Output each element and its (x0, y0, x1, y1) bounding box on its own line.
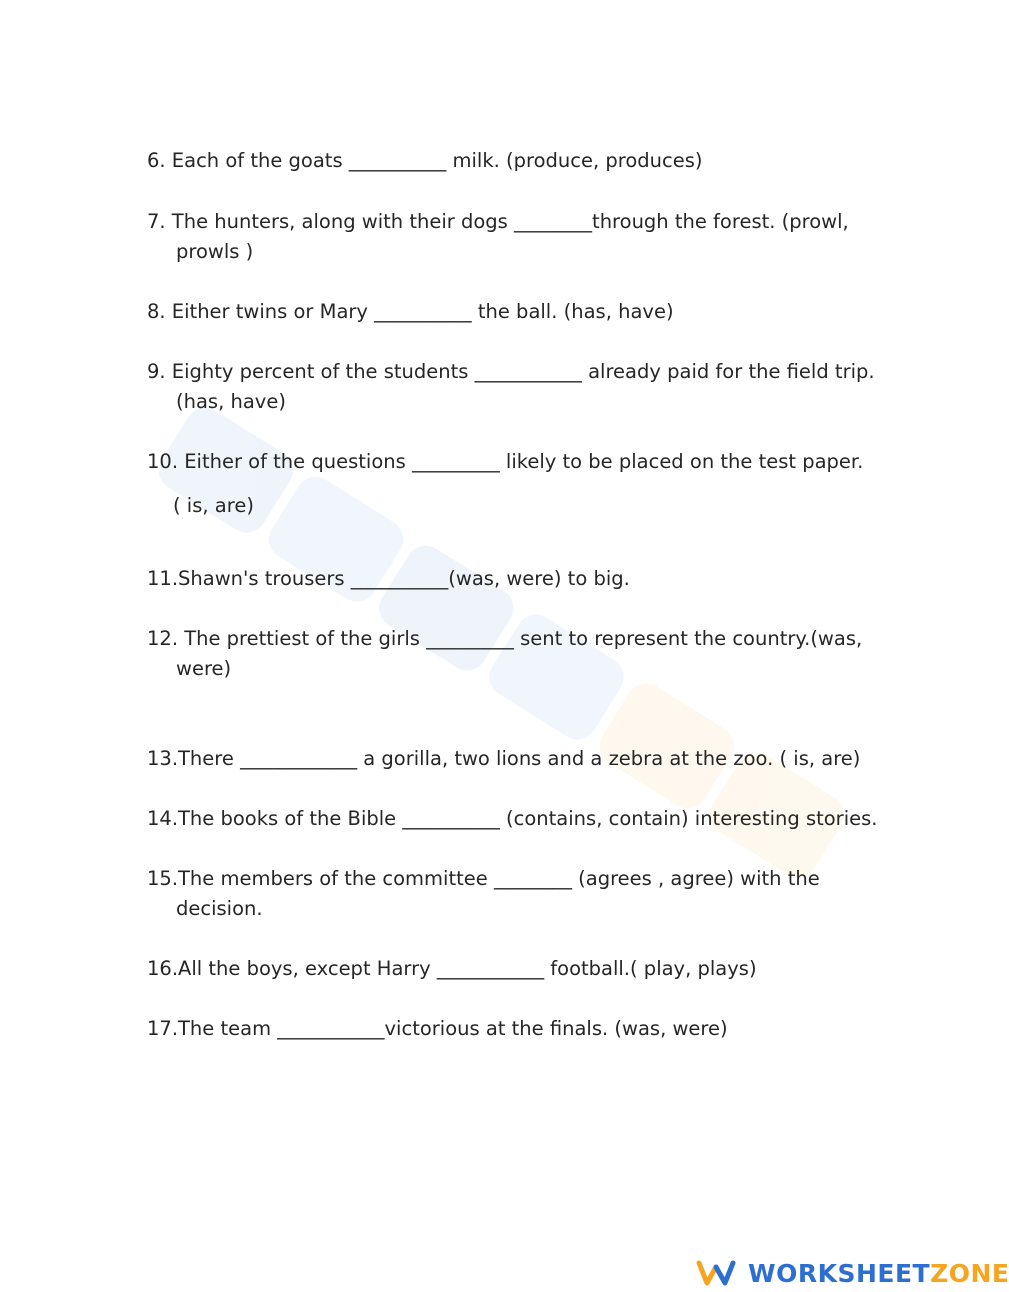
question-line: 6. Each of the goats __________ milk. (produce, produces) (147, 149, 703, 172)
question-line: 14.The books of the Bible __________ (contains, contain) interesting stories. (147, 807, 878, 830)
question-line: 8. Either twins or Mary __________ the ball. (has, have) (147, 300, 674, 323)
question-line: 12. The prettiest of the girls _________ sent to represent the country.(was, (147, 627, 863, 650)
question-line: 16.All the boys, except Harry ___________ football.( play, plays) (147, 957, 757, 980)
question-17 (147, 1014, 728, 1044)
question-7 (147, 207, 849, 267)
question-line: 15.The members of the committee ________ (agrees , agree) with the (147, 867, 820, 890)
question-line: 11.Shawn's trousers __________(was, were) to big. (147, 567, 630, 590)
question-line: 9. Eighty percent of the students ___________ already paid for the field trip. (147, 360, 875, 383)
question-line: 10. Either of the questions _________ likely to be placed on the test paper. (147, 450, 864, 473)
question-13 (147, 744, 860, 774)
question-12 (147, 624, 862, 684)
brand-logo (696, 1254, 1009, 1292)
question-line: 17.The team ___________victorious at the finals. (was, were) (147, 1017, 728, 1040)
question-15 (147, 864, 820, 924)
question-line: 7. The hunters, along with their dogs ________through the forest. (prowl, (147, 210, 849, 233)
question-11 (147, 564, 630, 594)
question-16 (147, 954, 757, 984)
question-6 (147, 146, 703, 176)
question-line-continued: ( is, are) (173, 494, 254, 517)
brand-name-part1: WORKSHEET (748, 1258, 931, 1288)
question-10 (147, 447, 863, 521)
question-8 (147, 297, 674, 327)
question-14 (147, 804, 877, 834)
w-logo-icon (696, 1259, 736, 1287)
question-line: 13.There ____________ a gorilla, two lions and a zebra at the zoo. ( is, are) (147, 747, 861, 770)
question-line-continued: were) (176, 657, 232, 680)
brand-name-part2: ZONE (930, 1258, 1009, 1288)
question-line-continued: decision. (176, 897, 263, 920)
question-line-continued: (has, have) (176, 390, 286, 413)
question-line-continued: prowls ) (176, 240, 254, 263)
question-9 (147, 357, 875, 417)
